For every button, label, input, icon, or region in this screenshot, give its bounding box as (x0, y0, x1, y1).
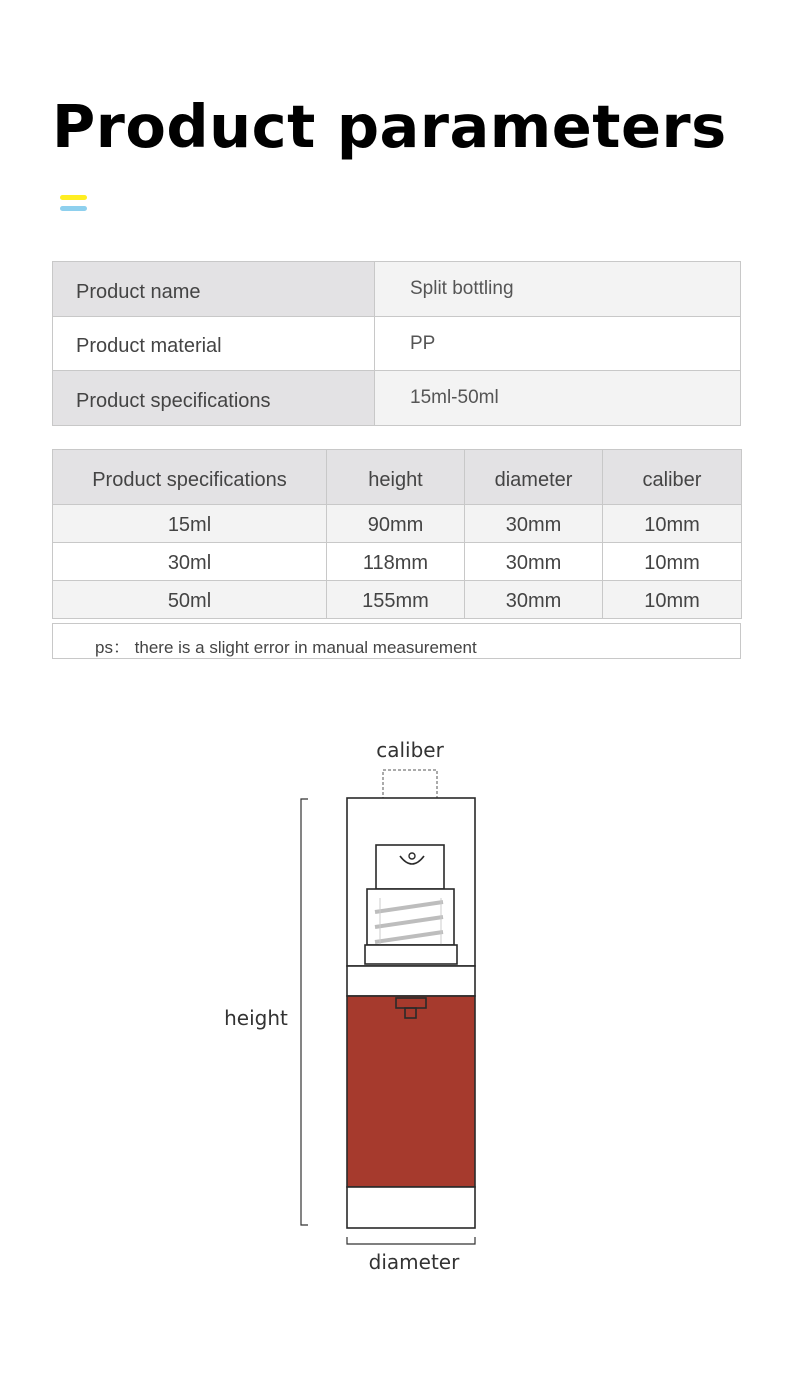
table-cell: 90mm (327, 505, 465, 543)
bottle-body (347, 996, 475, 1187)
column-header: height (327, 450, 465, 505)
table-cell: 30mm (465, 505, 603, 543)
table-cell: 155mm (327, 581, 465, 619)
height-bracket (301, 799, 308, 1225)
info-label: Product specifications (53, 371, 375, 426)
caliber-label: caliber (376, 738, 444, 762)
table-cell: 10mm (603, 581, 742, 619)
table-cell: 15ml (53, 505, 327, 543)
table-cell: 30mm (465, 543, 603, 581)
info-value: 15ml-50ml (375, 371, 741, 426)
info-label: Product material (53, 317, 375, 371)
page-title: Product parameters (52, 92, 727, 161)
table-cell: 50ml (53, 581, 327, 619)
info-label: Product name (53, 262, 375, 317)
table-cell: 118mm (327, 543, 465, 581)
info-value: Split bottling (375, 262, 741, 317)
note-text: ps： there is a slight error in manual measurement (95, 638, 477, 657)
column-header: diameter (465, 450, 603, 505)
pump-head (376, 845, 444, 889)
table-cell: 30mm (465, 581, 603, 619)
table-cell: 10mm (603, 505, 742, 543)
neck-collar (365, 945, 457, 964)
bottle-shoulder (347, 966, 475, 996)
column-header: caliber (603, 450, 742, 505)
diameter-label: diameter (368, 1250, 460, 1274)
table-cell: 10mm (603, 543, 742, 581)
bottle-base (347, 1187, 475, 1228)
table-cell: 30ml (53, 543, 327, 581)
diameter-bracket (347, 1237, 475, 1244)
column-header: Product specifications (53, 450, 327, 505)
height-label: height (224, 1006, 288, 1030)
info-value: PP (375, 317, 741, 371)
